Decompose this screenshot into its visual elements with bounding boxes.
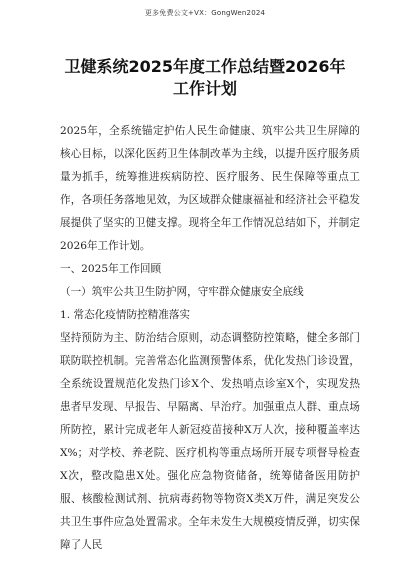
section-heading: 一、2025年工作回顾 — [60, 263, 162, 275]
header-note: 更多免费公文+VX：GongWen2024 — [144, 9, 266, 17]
title-line-2: 工作计划 — [172, 79, 237, 98]
body-paragraph: 坚持预防为主、防治结合原则，动态调整防控策略，健全多部门联防联控机制。完善常态化监测预警体系，优化发热门诊设置，全系统设置规范化发热门诊X个、发热哨点诊室X个，实现发热患者早发现、早报告、早隔离、早治疗。加强重点人群、重点场所防控，累计完成老年人新冠疫苗接种X万人次，接种覆盖率达X%；对学校、养老院、医疗机构等重点场所开展专项督导检查X次，整改隐患X处。强化应急物资储备，统筹储备医用防护服、核酸检测试剂、抗病毒药物等物资X类X万件，满足突发公共卫生事件应急处置需求。全年未发生大规模疫情反弹，切实保障了人民 — [60, 332, 360, 551]
intro-paragraph: 2025年，全系统锚定护佑人民生命健康、筑牢公共卫生屏障的核心目标，以深化医药卫生体制改革为主线，以提升医疗服务质量为抓手，统筹推进疾病防控、医疗服务、民生保障等重点工作，各项任务落地见效，为区域群众健康福祉和经济社会平稳发展提供了坚实的卫健支撑。现将全年工作情况总结如下，并制定2026年工作计划。 — [60, 125, 360, 252]
subsection-heading: （一）筑牢公共卫生防护网，守牢群众健康安全底线 — [60, 286, 304, 298]
document-title — [40, 56, 370, 100]
document-body — [60, 120, 360, 557]
title-line-1: 卫健系统2025年度工作总结暨2026年 — [64, 57, 346, 76]
item-heading: 1. 常态化疫情防控精准落实 — [60, 309, 191, 321]
